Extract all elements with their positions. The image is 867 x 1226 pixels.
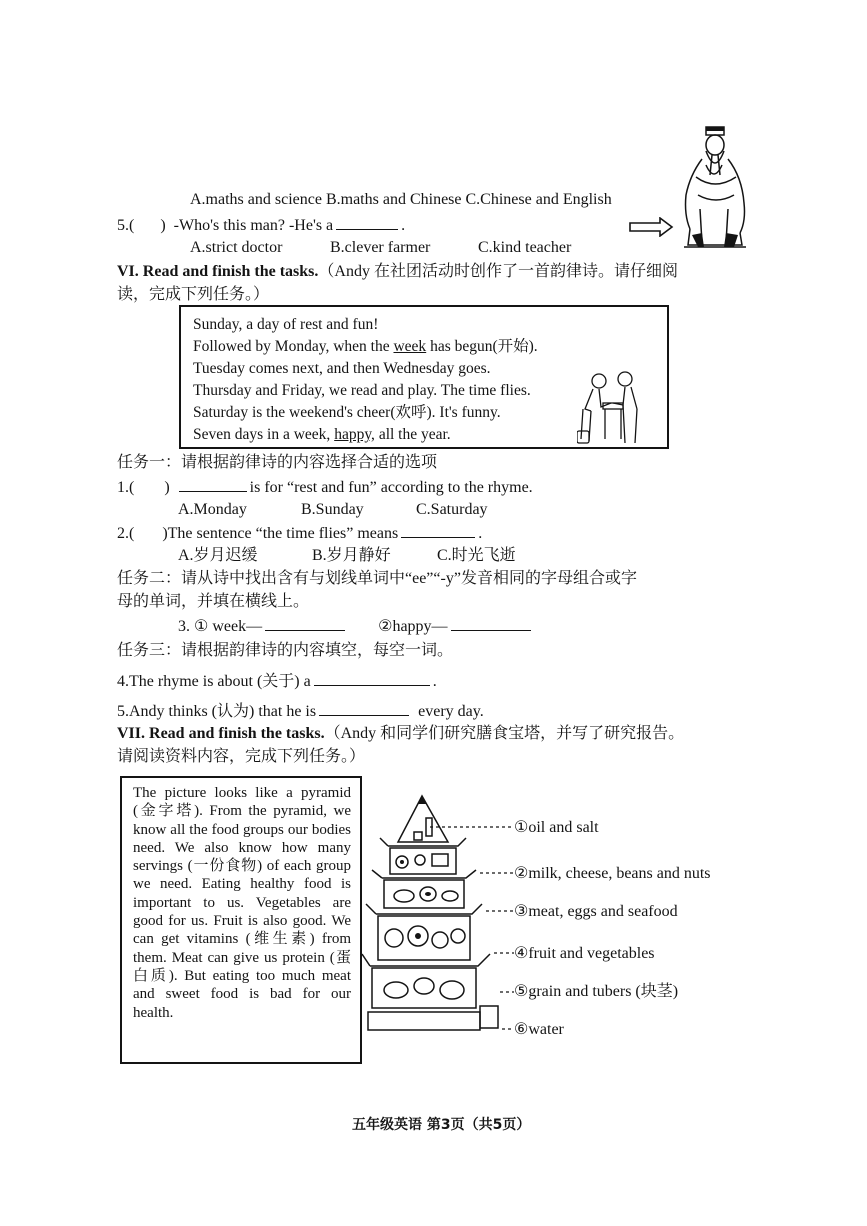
task-2-title: 任务二：请从诗中找出含有与划线单词中“ee”“-y”发音相同的字母组合或字 [117,570,637,587]
section-7-title: VII. Read and finish the tasks. [117,725,325,742]
task-2-week-blank[interactable] [265,616,345,631]
pyramid-label-2: ②milk, cheese, beans and nuts [514,865,711,882]
task-1-q1-blank[interactable] [179,477,247,492]
task-1-question-2: 2.( )The sentence “the time flies” means . [117,525,483,542]
task-1-q1-option-c: C.Saturday [416,501,488,518]
pyramid-label-5: ⑤grain and tubers (块茎) [514,983,679,1000]
poem-box [179,305,669,449]
poem-line-4: Thursday and Friday, we read and play. The time flies. [193,382,531,399]
pyramid-label-6: ⑥water [514,1021,564,1038]
poem-line-5: Saturday is the weekend's cheer(欢呼). It's funny. [193,404,501,421]
page-footer: 五年级英语 第3页（共5页） [352,1117,531,1133]
section-6-instruction: （Andy 在社团活动时创作了一首韵律诗。请仔细阅 [318,263,678,280]
pyramid-leader-lines [420,815,520,1035]
q4-options: A.maths and science B.maths and Chinese C.Chinese and English [190,191,612,208]
q5-number: 5.( [117,217,135,234]
pyramid-label-4: ④fruit and vegetables [514,945,655,962]
passage-box [120,776,362,1064]
pyramid-label-3: ③meat, eggs and seafood [514,903,678,920]
kids-reading-icon [577,369,645,447]
task-1-q2-blank[interactable] [401,523,475,538]
pyramid-label-1: ①oil and salt [514,819,599,836]
q5-option-a: A.strict doctor [190,239,283,256]
task-1-q2-option-c: C.时光飞逝 [437,547,516,564]
task-1-q2-option-b: B.岁月静好 [312,547,391,564]
passage-text: The picture looks like a pyramid (金字塔). From the pyramid, we know all the food groups our bodies need. We also know how many servings (一份食物) of each group we need. Eating healthy food is important to us. Vegetables are good for us. Fruit is also good. We can get vitamins (维生素) from them. Meat can give us protein (蛋白质). But eating too much meat and sweet food is bad for our health. [133,785,351,1021]
task-3-question-5: 5.Andy thinks (认为) that he is every day. [117,703,484,720]
section-7-heading [117,724,684,744]
q5-answer-blank[interactable] [336,215,398,230]
scholar-portrait-icon [676,125,754,255]
section-6-instruction-cont: 读，完成下列任务。） [117,286,270,303]
q5-text: -Who's this man? -He's a [173,217,334,234]
q5-option-c: C.kind teacher [478,239,572,256]
task-1-q1-option-a: A.Monday [178,501,247,518]
task-1-question-1: 1.( ) is for “rest and fun” according to the rhyme. [117,479,533,496]
task-2-question-3: 3. ① week— ②happy— [178,616,534,637]
task-3-title: 任务三：请根据韵律诗的内容填空，每空一词。 [117,642,454,659]
task-1-q1-option-b: B.Sunday [301,501,364,518]
section-6-heading [117,262,678,282]
q5-option-b: B.clever farmer [330,239,431,256]
underlined-week: week [393,338,427,355]
task-2-happy-blank[interactable] [451,616,531,631]
task-1-q2-option-a: A.岁月迟缓 [178,547,258,564]
question-5: 5.( ) -Who's this man? -He's a . [117,217,406,234]
task-3-q4-blank[interactable] [314,671,430,686]
task-3-q5-blank[interactable] [319,701,409,716]
right-arrow-icon [628,217,674,237]
task-3-question-4: 4.The rhyme is about (关于) a . [117,673,437,690]
poem-line-2: Followed by Monday, when the week has begun(开始). [193,338,538,355]
section-7-instruction-cont: 请阅读资料内容，完成下列任务。） [117,748,366,765]
poem-line-1: Sunday, a day of rest and fun! [193,316,379,333]
poem-line-3: Tuesday comes next, and then Wednesday goes. [193,360,491,377]
section-7-instruction: （Andy 和同学们研究膳食宝塔，并写了研究报告。 [324,725,685,742]
section-6-title: VI. Read and finish the tasks. [117,263,319,280]
underlined-happy: happy, [334,426,375,443]
poem-line-6: Seven days in a week, happy, all the year. [193,426,451,443]
task-2-title-cont: 母的单词，并填在横线上。 [117,593,310,610]
task-1-title: 任务一：请根据韵律诗的内容选择合适的选项 [117,454,438,471]
